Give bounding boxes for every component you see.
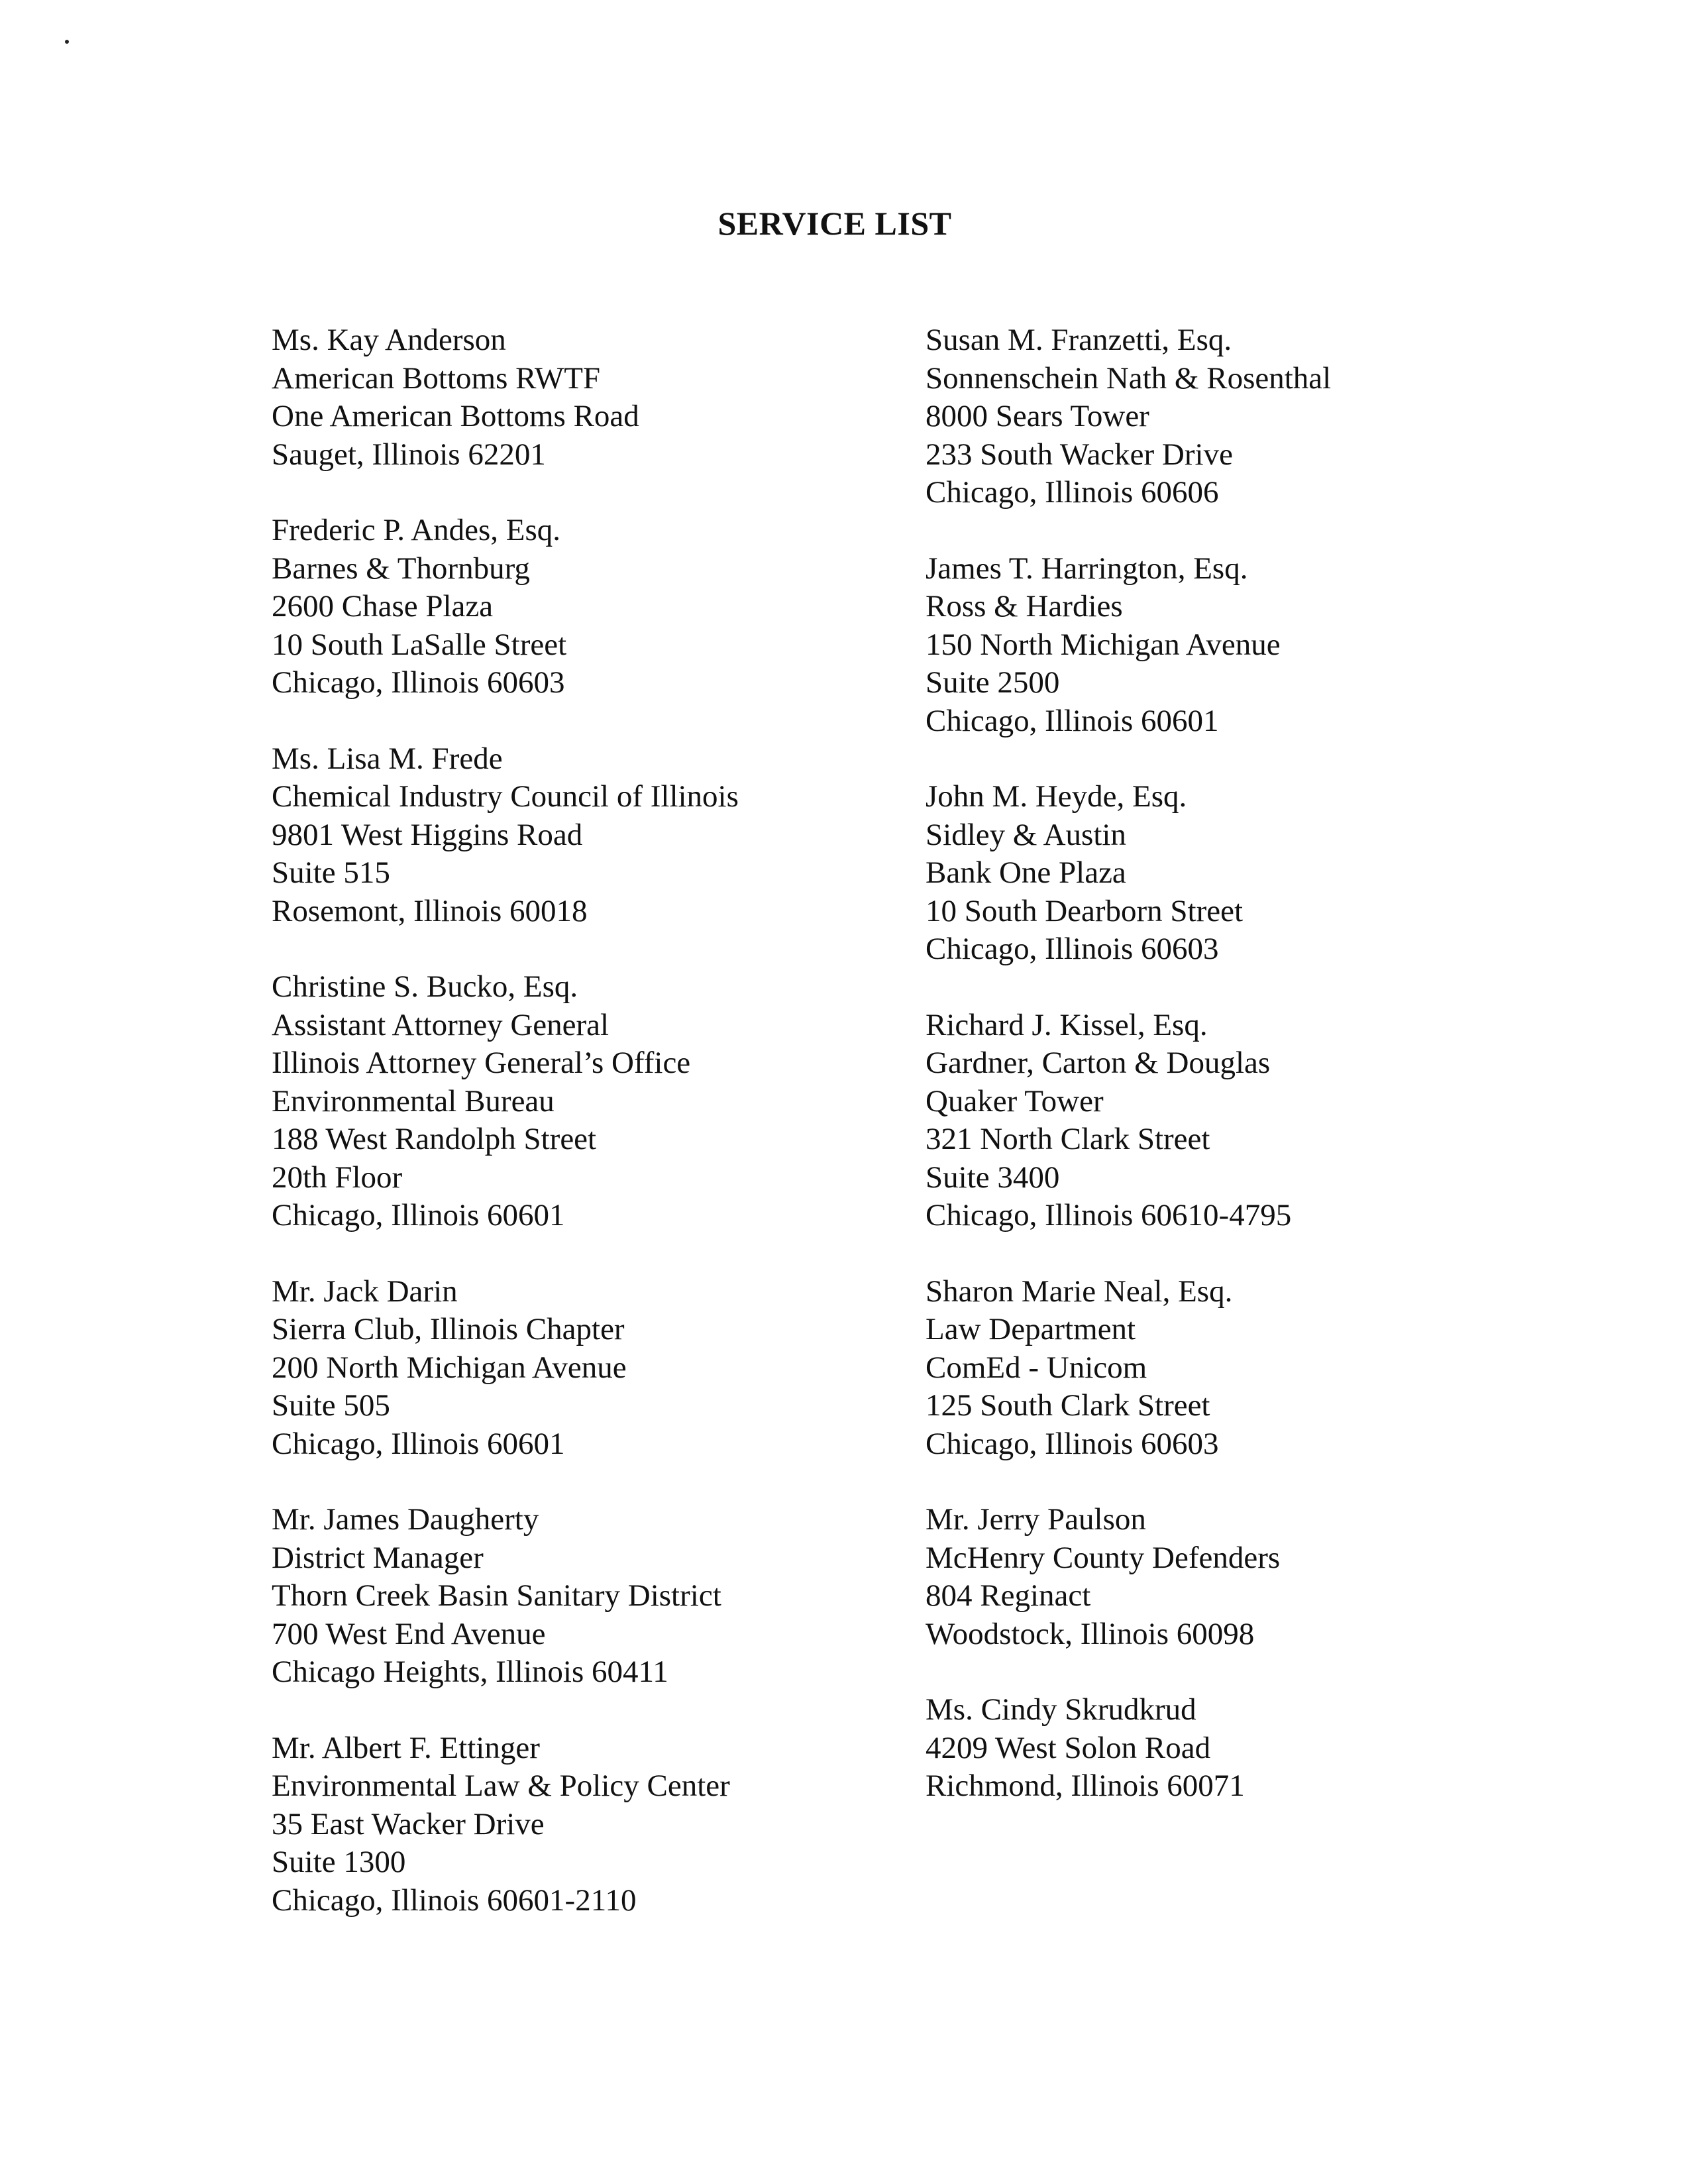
addressee-name: James T. Harrington, Esq. [926,551,1248,586]
address-line: 20th Floor [272,1160,403,1195]
address-line: Bank One Plaza [926,855,1126,890]
address-entry [926,1501,1548,1653]
address-entry [272,1729,894,1920]
address-line: 233 South Wacker Drive [926,437,1233,472]
address-line: Chicago, Illinois 60603 [926,1426,1219,1461]
address-line: 804 Reginact [926,1578,1091,1613]
address-entry [926,778,1548,969]
addressee-name: Susan M. Franzetti, Esq. [926,323,1232,357]
address-entry [926,550,1548,741]
address-line: Suite 2500 [926,665,1060,700]
address-line: Sidley & Austin [926,817,1126,852]
addressee-name: Christine S. Bucko, Esq. [272,969,578,1004]
address-line: Suite 505 [272,1388,390,1423]
address-entry [272,1273,894,1464]
address-line: Chicago, Illinois 60603 [272,665,565,700]
address-entry [926,1691,1548,1806]
address-line: Law Department [926,1312,1136,1346]
address-line: Chemical Industry Council of Illinois [272,779,739,814]
address-line: Chicago, Illinois 60606 [926,475,1219,510]
address-line: 2600 Chase Plaza [272,589,494,624]
page-title: SERVICE LIST [717,205,952,242]
address-line: 700 West End Avenue [272,1616,546,1651]
address-entry [272,968,894,1235]
address-line: 10 South Dearborn Street [926,893,1244,928]
addressee-name: John M. Heyde, Esq. [926,779,1187,814]
address-line: Suite 515 [272,855,390,890]
address-line: 9801 West Higgins Road [272,817,583,852]
address-line: 125 South Clark Street [926,1388,1210,1423]
addressee-name: Ms. Lisa M. Frede [272,741,503,776]
addressee-name: Sharon Marie Neal, Esq. [926,1274,1233,1309]
address-line: 35 East Wacker Drive [272,1806,545,1841]
right-address-column [926,321,1548,1843]
address-line: Illinois Attorney General’s Office [272,1046,691,1080]
addressee-name: Mr. Albert F. Ettinger [272,1730,540,1765]
address-entry [272,321,894,474]
address-line: One American Bottoms Road [272,399,639,433]
address-line: Ross & Hardies [926,589,1123,624]
address-line: Chicago, Illinois 60603 [926,932,1219,966]
address-line: Thorn Creek Basin Sanitary District [272,1578,721,1613]
address-entry [272,512,894,702]
address-line: Sierra Club, Illinois Chapter [272,1312,625,1346]
address-line: Chicago, Illinois 60601 [926,703,1219,738]
address-line: 150 North Michigan Avenue [926,627,1281,662]
address-line: Chicago, Illinois 60610-4795 [926,1198,1292,1232]
addressee-name: Frederic P. Andes, Esq. [272,513,561,547]
address-line: Quaker Tower [926,1083,1104,1119]
address-line: Gardner, Carton & Douglas [926,1046,1271,1080]
addressee-name: Richard J. Kissel, Esq. [926,1007,1208,1042]
scan-speck [65,40,69,44]
address-line: 188 West Randolph Street [272,1122,597,1156]
address-entry [272,1501,894,1692]
address-line: 200 North Michigan Avenue [272,1350,627,1385]
address-entry [926,1007,1548,1235]
address-line: Chicago, Illinois 60601-2110 [272,1883,637,1918]
address-line: ComEd - Unicom [926,1350,1147,1385]
address-entry [272,740,894,931]
address-line: Rosemont, Illinois 60018 [272,893,588,928]
address-line: Suite 3400 [926,1160,1060,1195]
address-line: Environmental Bureau [272,1083,555,1119]
left-address-column [272,321,894,1957]
address-line: Sonnenschein Nath & Rosenthal [926,360,1332,396]
address-line: Richmond, Illinois 60071 [926,1769,1245,1803]
address-line: Barnes & Thornburg [272,551,530,586]
address-entry [926,321,1548,512]
addressee-name: Ms. Cindy Skrudkrud [926,1692,1196,1727]
address-line: Chicago Heights, Illinois 60411 [272,1655,668,1689]
addressee-name: Mr. Jerry Paulson [926,1502,1146,1537]
address-line: District Manager [272,1540,484,1575]
address-line: 4209 West Solon Road [926,1730,1211,1765]
address-line: Chicago, Illinois 60601 [272,1198,565,1232]
address-entry [926,1273,1548,1464]
address-line: American Bottoms RWTF [272,360,601,396]
address-line: Environmental Law & Policy Center [272,1769,730,1803]
address-line: Suite 1300 [272,1845,406,1879]
address-line: 8000 Sears Tower [926,399,1149,433]
address-line: McHenry County Defenders [926,1540,1281,1575]
address-line: Sauget, Illinois 62201 [272,437,546,472]
addressee-name: Mr. Jack Darin [272,1274,458,1309]
addressee-name: Ms. Kay Anderson [272,323,506,357]
address-line: Woodstock, Illinois 60098 [926,1616,1255,1651]
addressee-name: Mr. James Daugherty [272,1502,539,1537]
address-line: 10 South LaSalle Street [272,627,567,662]
address-line: Assistant Attorney General [272,1007,610,1042]
address-line: 321 North Clark Street [926,1122,1210,1156]
address-line: Chicago, Illinois 60601 [272,1426,565,1461]
